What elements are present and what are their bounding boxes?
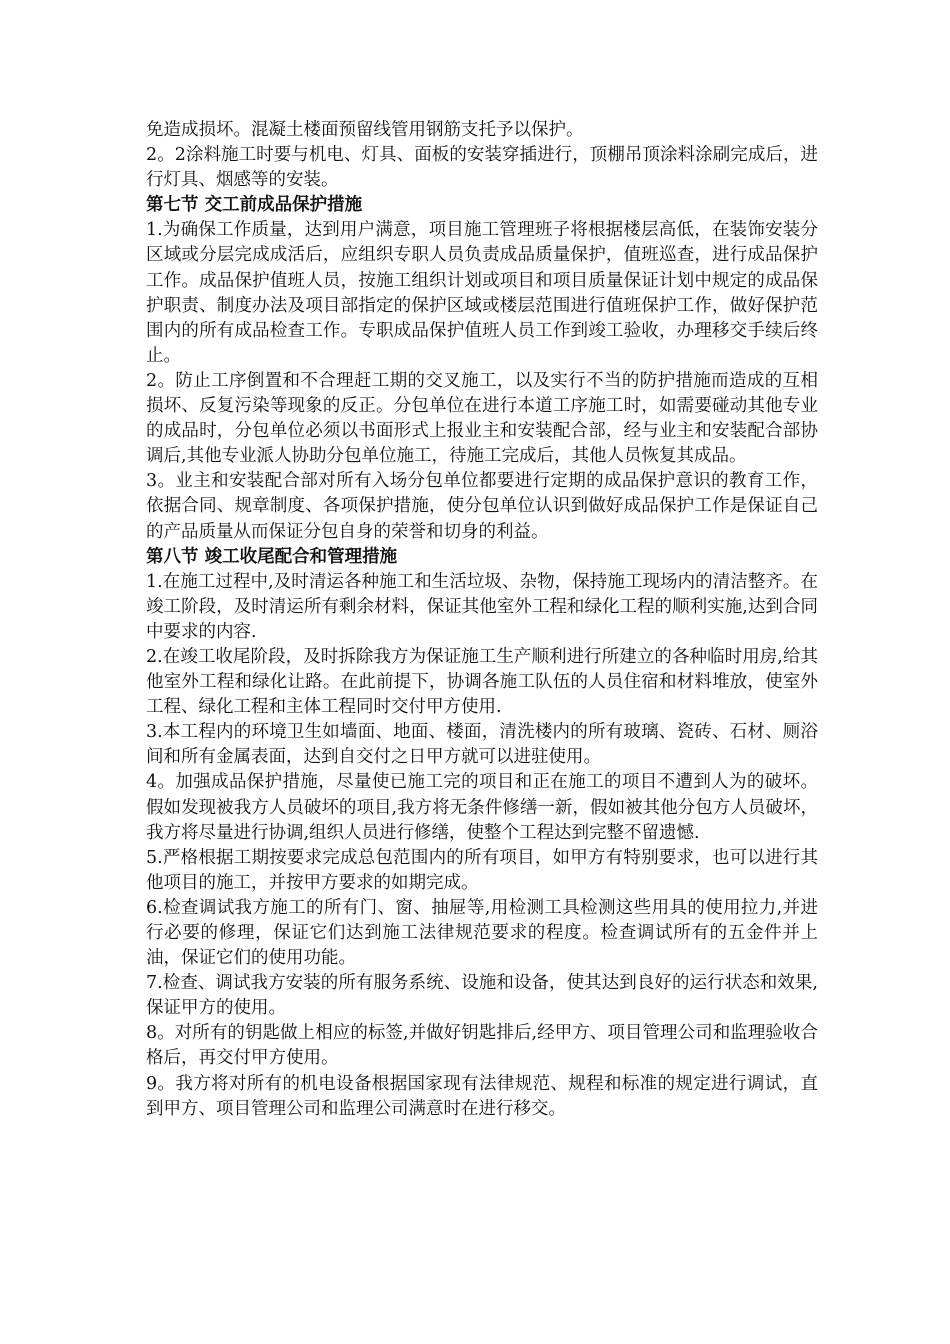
- paragraph: 7.检查、调试我方安装的所有服务系统、设施和设备，使其达到良好的运行状态和效果,保证甲方的使用。: [146, 973, 818, 1019]
- paragraph: 3。业主和安装配合部对所有入场分包单位都要进行定期的成品保护意识的教育工作，依据合同、规章制度、各项保护措施，使分包单位认识到做好成品保护工作是保证自己的产品质量从而保证分包自身的荣誉和切身的利益。: [146, 471, 818, 542]
- paragraph: 1.为确保工作质量，达到用户满意，项目施工管理班子将根据楼层高低，在装饰安装分区域或分层完成成活后，应组织专职人员负责成品质量保护，值班巡查，进行成品保护工作。成品保护值班人员，按施工组织计划或项目和项目质量保证计划中规定的成品保护职责、制度办法及项目部指定的保护区域或楼层范围进行值班保护工作，做好保护范围内的所有成品检查工作。专职成品保护值班人员工作到竣工验收，办理移交手续后终止。: [146, 220, 818, 366]
- paragraph: 2。2涂料施工时要与机电、灯具、面板的安装穿插进行，顶棚吊顶涂料涂刷完成后，进行灯具、烟感等的安装。: [146, 145, 818, 191]
- section-heading: 第八节 竣工收尾配合和管理措施: [146, 546, 398, 567]
- paragraph: 6.检查调试我方施工的所有门、窗、抽屉等,用检测工具检测这些用具的使用拉力,并进行必要的修理，保证它们达到施工法律规范要求的程度。检查调试所有的五金件并上油，保证它们的使用功能。: [146, 897, 818, 969]
- paragraph: 5.严格根据工期按要求完成总包范围内的所有项目，如甲方有特别要求，也可以进行其他项目的施工，并按甲方要求的如期完成。: [146, 847, 818, 893]
- paragraph: 4。加强成品保护措施，尽量使已施工完的项目和正在施工的项目不遭到人为的破坏。假如发现被我方人员破坏的项目,我方将无条件修缮一新，假如被其他分包方人员破坏，我方将尽量进行协调,组织人员进行修缮，使整个工程达到完整不留遗憾.: [146, 772, 818, 843]
- paragraph: 2.在竣工收尾阶段，及时拆除我方为保证施工生产顺利进行所建立的各种临时用房,给其他室外工程和绿化让路。在此前提下，协调各施工队伍的人员住宿和材料堆放，使室外工程、绿化工程和主体工程同时交付甲方使用.: [146, 646, 818, 718]
- paragraph: 9。我方将对所有的机电设备根据国家现有法律规范、规程和标准的规定进行调试，直到甲方、项目管理公司和监理公司满意时在进行移交。: [146, 1073, 818, 1119]
- paragraph: 1.在施工过程中,及时清运各种施工和生活垃圾、杂物，保持施工现场内的清洁整齐。在竣工阶段，及时清运所有剩余材料，保证其他室外工程和绿化工程的顺利实施,达到合同中要求的内容.: [146, 571, 818, 642]
- paragraph: 3.本工程内的环境卫生如墙面、地面、楼面，清洗楼内的所有玻璃、瓷砖、石材、厕浴间和所有金属表面，达到自交付之日甲方就可以进驻使用。: [146, 722, 818, 768]
- paragraph: 8。对所有的钥匙做上相应的标签,并做好钥匙排后,经甲方、项目管理公司和监理验收合格后，再交付甲方使用。: [146, 1023, 818, 1069]
- paragraph: 2。防止工序倒置和不合理赶工期的交叉施工，以及实行不当的防护措施而造成的互相损坏、反复污染等现象的反正。分包单位在进行本道工序施工时，如需要碰动其他专业的成品时，分包单位必须以书面形式上报业主和安装配合部，经与业主和安装配合部协调后,其他专业派人协助分包单位施工，待施工完成后，其他人员恢复其成品。: [146, 370, 818, 467]
- document-page: [146, 118, 818, 1122]
- paragraph: 免造成损坏。混凝土楼面预留线管用钢筋支托予以保护。: [146, 120, 584, 140]
- section-heading: 第七节 交工前成品保护措施: [146, 195, 363, 216]
